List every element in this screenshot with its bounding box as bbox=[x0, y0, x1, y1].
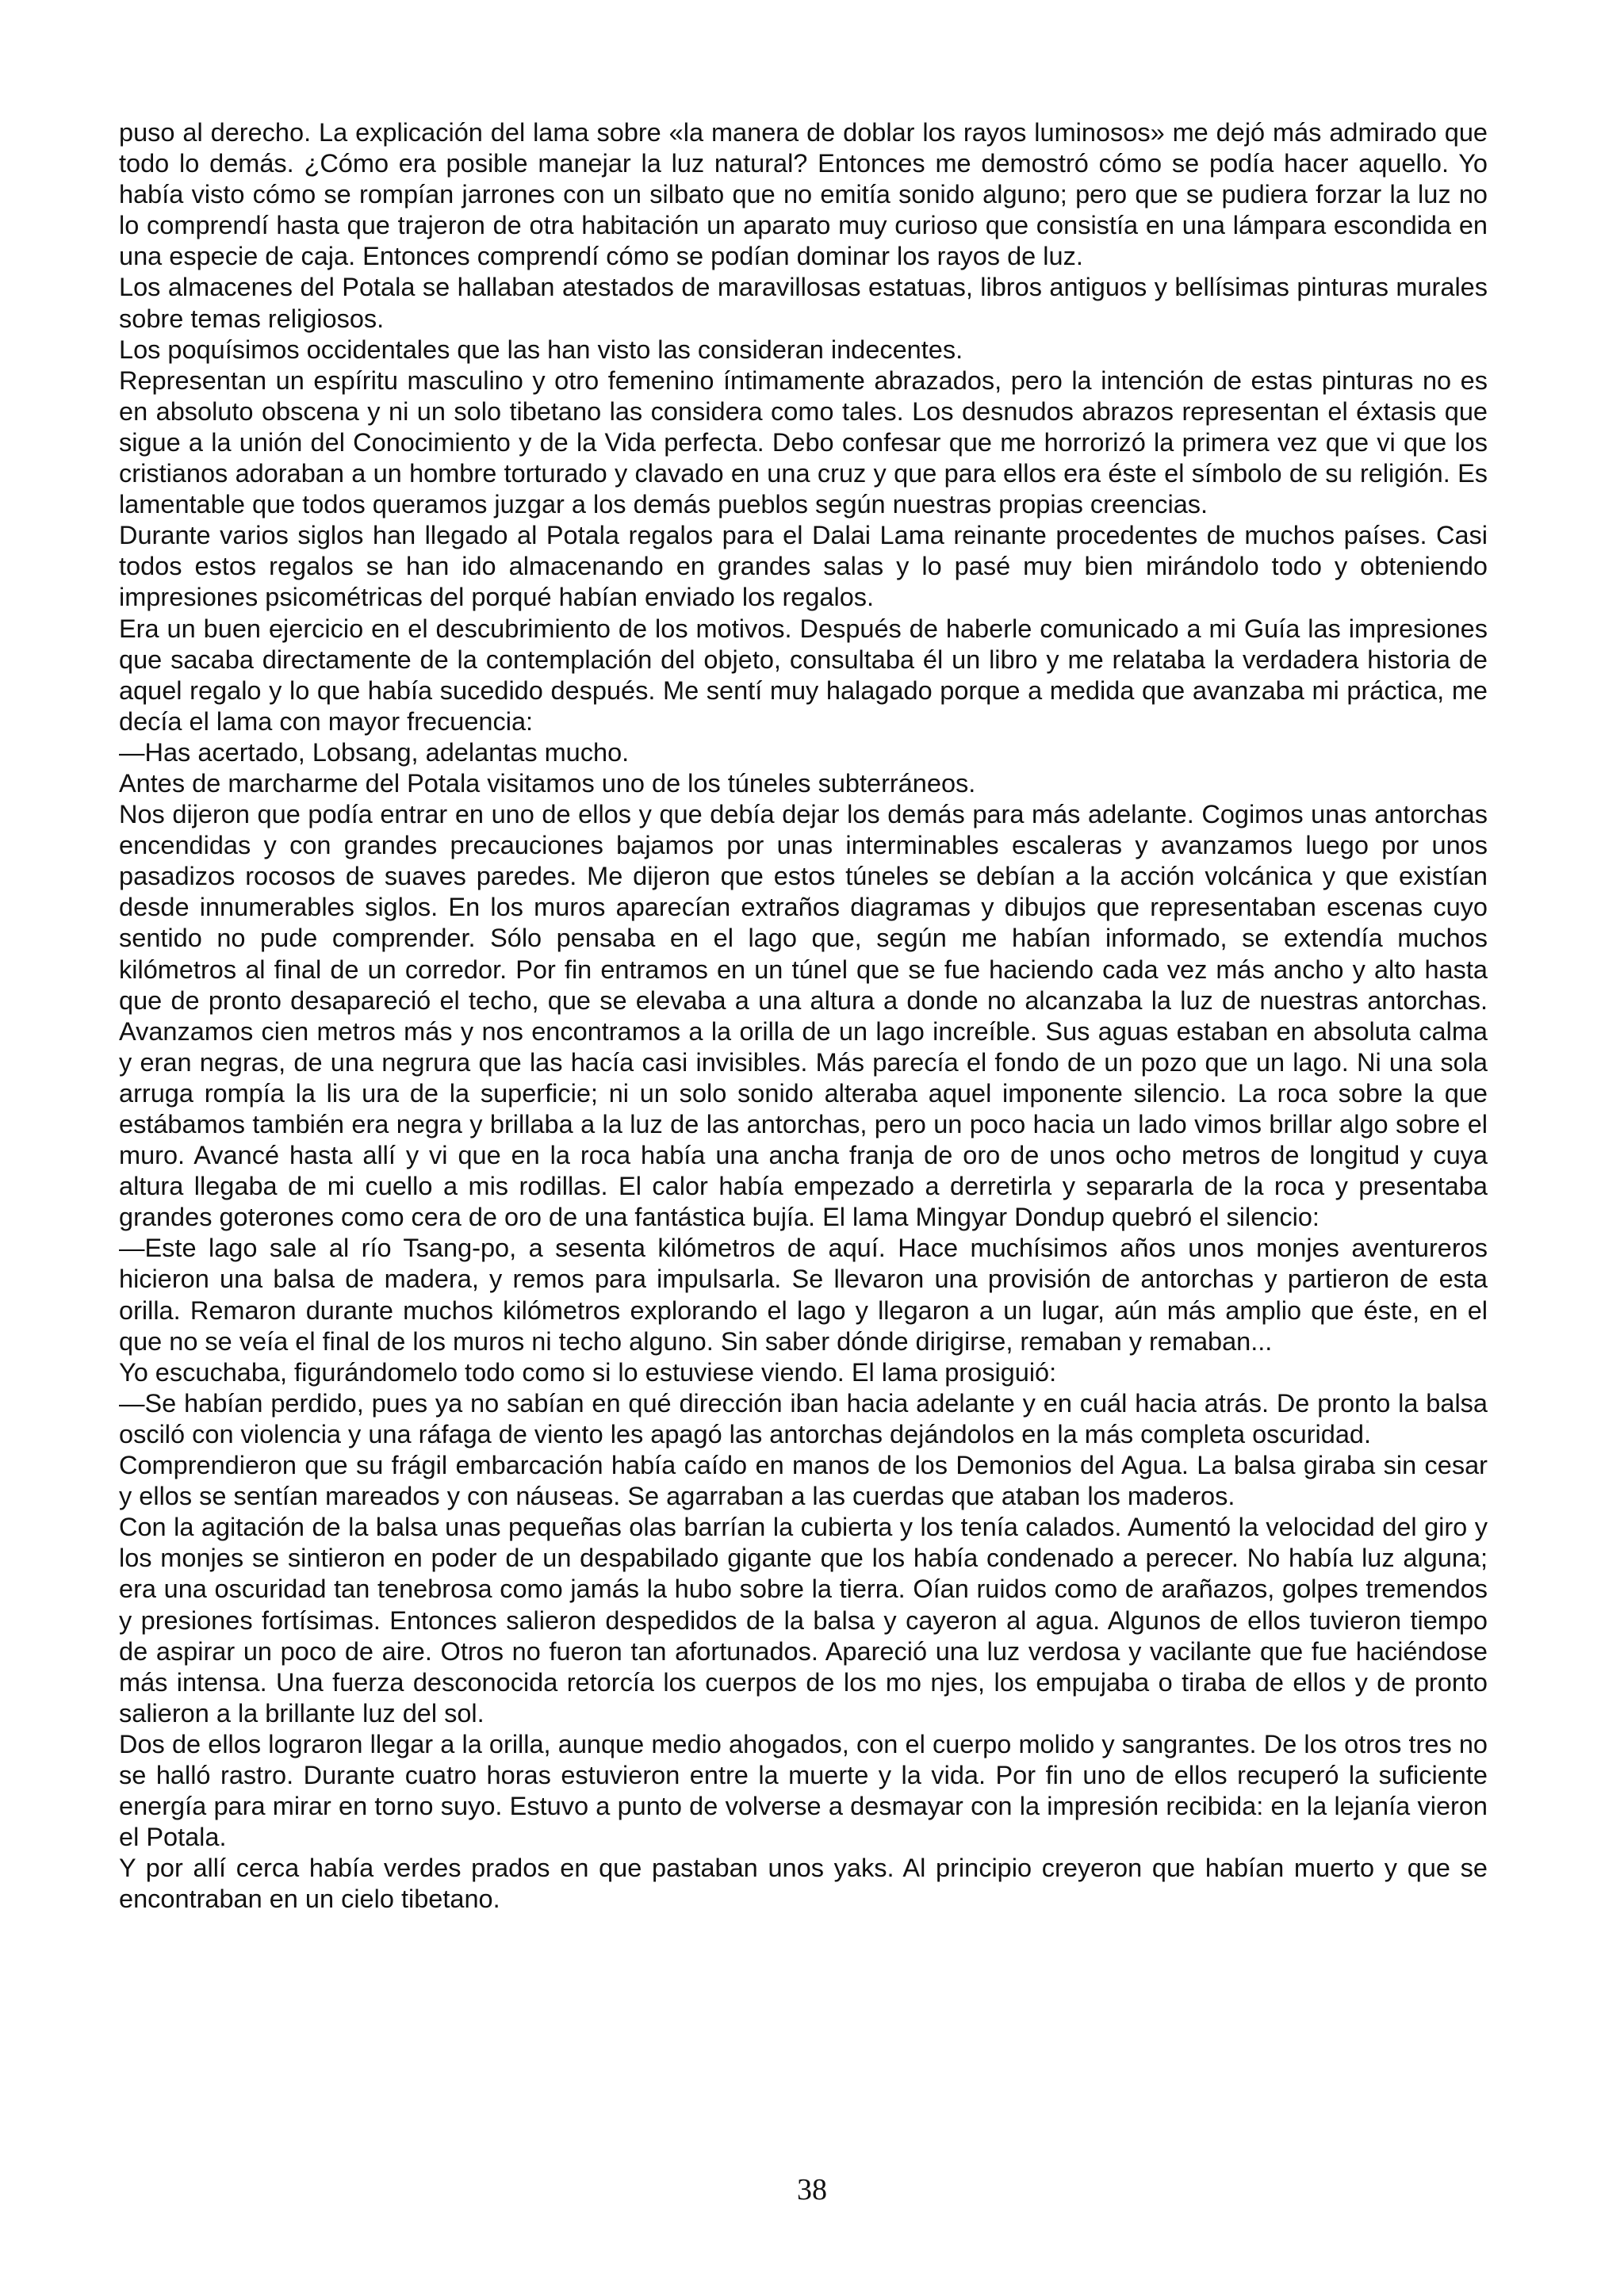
paragraph: Los almacenes del Potala se hallaban atestados de maravillosas estatuas, libros antiguos y bellísimas pinturas murales sobre temas religiosos. bbox=[119, 273, 1488, 333]
paragraph: Yo escuchaba, figurándomelo todo como si lo estuviese viendo. El lama prosiguió: bbox=[119, 1357, 1057, 1387]
paragraph: Representan un espíritu masculino y otro femenino íntimamente abrazados, pero la intención de estas pinturas no es en absoluto obscena y ni un solo tibetano las considera como tales. Los desnudos abrazos representan el éxtasis que sigue a la unión del Conocimiento y de la Vida perfecta. Debo confesar que me horrorizó la primera vez que vi que los cristianos adoraban a un hombre torturado y clavado en una cruz y que para ellos era éste el símbolo de su religión. Es lamentable que todos queramos juzgar a los demás pueblos según nuestras propias creencias. bbox=[119, 365, 1488, 519]
dialogue-line: —Se habían perdido, pues ya no sabían en qué dirección iban hacia adelante y en cuál hacia atrás. De pronto la balsa osciló con violencia y una ráfaga de viento les apagó las antorchas dejándolos en la más completa oscuridad. bbox=[119, 1388, 1488, 1448]
body-text bbox=[119, 117, 1488, 1915]
paragraph: Dos de ellos lograron llegar a la orilla, aunque medio ahogados, con el cuerpo molido y sangrantes. De los otros tres no se halló rastro. Durante cuatro horas estuvieron entre la muerte y la vida. Por fin uno de ellos recuperó la suficiente energía para mirar en torno suyo. Estuvo a punto de volverse a desmayar con la impresión recibida: en la lejanía vieron el Potala. bbox=[119, 1729, 1488, 1852]
paragraph: Era un buen ejercicio en el descubrimiento de los motivos. Después de haberle comunicado a mi Guía las impresiones que sacaba directamente de la contemplación del objeto, consultaba él un libro y me relataba la verdadera historia de aquel regalo y lo que había sucedido después. Me sentí muy halagado porque a medida que avanzaba mi práctica, me decía el lama con mayor frecuencia: bbox=[119, 614, 1488, 736]
paragraph: Antes de marcharme del Potala visitamos uno de los túneles subterráneos. bbox=[119, 768, 976, 798]
paragraph: puso al derecho. La explicación del lama sobre «la manera de doblar los rayos luminosos» me dejó más admirado que todo lo demás. ¿Cómo era posible manejar la luz natural? Entonces me demostró cómo se podía hacer aquello. Yo había visto cómo se rompían jarrones con un silbato que no emitía sonido alguno; pero que se pudiera forzar la luz no lo comprendí hasta que trajeron de otra habitación un aparato muy curioso que consistía en una lámpara escondida en una especie de caja. Entonces comprendí cómo se podían dominar los rayos de luz. bbox=[119, 118, 1488, 271]
paragraph: Comprendieron que su frágil embarcación había caído en manos de los Demonios del Agua. La balsa giraba sin cesar y ellos se sentían mareados y con náuseas. Se agarraban a las cuerdas que ataban los maderos. bbox=[119, 1451, 1488, 1511]
paragraph: Durante varios siglos han llegado al Potala regalos para el Dalai Lama reinante procedentes de muchos países. Casi todos estos regalos se han ido almacenando en grandes salas y lo pasé muy bien mirándolo todo y obteniendo impresiones psicométricas del porqué habían enviado los regalos. bbox=[119, 521, 1488, 612]
dialogue-line: —Este lago sale al río Tsang-po, a sesenta kilómetros de aquí. Hace muchísimos años unos monjes aventureros hicieron una balsa de madera, y remos para impulsarla. Se llevaron una provisión de antorchas y partieron de esta orilla. Remaron durante muchos kilómetros explorando el lago y llegaron a un lugar, aún más amplio que éste, en el que no se veía el final de los muros ni techo alguno. Sin saber dónde dirigirse, remaban y remaban... bbox=[119, 1234, 1488, 1356]
paragraph: Los poquísimos occidentales que las han visto las consideran indecentes. bbox=[119, 335, 963, 364]
dialogue-line: —Has acertado, Lobsang, adelantas mucho. bbox=[119, 737, 630, 767]
paragraph: Nos dijeron que podía entrar en uno de ellos y que debía dejar los demás para más adelante. Cogimos unas antorchas encendidas y con grandes precauciones bajamos por unas interminables escaleras y avanzamos luego por unos pasadizos rocosos de suaves paredes. Me dijeron que estos túneles se debían a la acción volcánica y que existían desde innumerables siglos. En los muros aparecían extraños diagramas y dibujos que representaban escenas cuyo sentido no pude comprender. Sólo pensaba en el lago que, según me habían informado, se extendía muchos kilómetros al final de un corredor. Por fin entramos en un túnel que se fue haciendo cada vez más ancho y alto hasta que de pronto desapareció el techo, que se elevaba a una altura a donde no alcanzaba la luz de nuestras antorchas. Avanzamos cien metros más y nos encontramos a la orilla de un lago increíble. Sus aguas estaban en absoluta calma y eran negras, de una negrura que las hacía casi invisibles. Más parecía el fondo de un pozo que un lago. Ni una sola arruga rompía la lis ura de la superficie; ni un solo sonido alteraba aquel imponente silencio. La roca sobre la que estábamos también era negra y brillaba a la luz de las antorchas, pero un poco hacia un lado vimos brillar algo sobre el muro. Avancé hasta allí y vi que en la roca había una ancha franja de oro de unos ocho metros de longitud y cuya altura llegaba de mi cuello a mis rodillas. El calor había empezado a derretirla y separarla de la roca y presentaba grandes goterones como cera de oro de una fantástica bujía. El lama Mingyar Dondup quebró el silencio: bbox=[119, 800, 1488, 1232]
page-number: 38 bbox=[797, 2173, 827, 2206]
paragraph: Con la agitación de la balsa unas pequeñas olas barrían la cubierta y los tenía calados. Aumentó la velocidad del giro y los monjes se sintieron en poder de un despabilado gigante que los había condenado a perecer. No había luz alguna; era una oscuridad tan tenebrosa como jamás la hubo sobre la tierra. Oían ruidos como de arañazos, golpes tremendos y presiones fortísimas. Entonces salieron despedidos de la balsa y cayeron al agua. Algunos de ellos tuvieron tiempo de aspirar un poco de aire. Otros no fueron tan afortunados. Apareció una luz verdosa y vacilante que fue haciéndose más intensa. Una fuerza desconocida retorcía los cuerpos de los mo njes, los empujaba o tiraba de ellos y de pronto salieron a la brillante luz del sol. bbox=[119, 1513, 1488, 1728]
paragraph: Y por allí cerca había verdes prados en que pastaban unos yaks. Al principio creyeron que habían muerto y que se encontraban en un cielo tibetano. bbox=[119, 1854, 1488, 1914]
